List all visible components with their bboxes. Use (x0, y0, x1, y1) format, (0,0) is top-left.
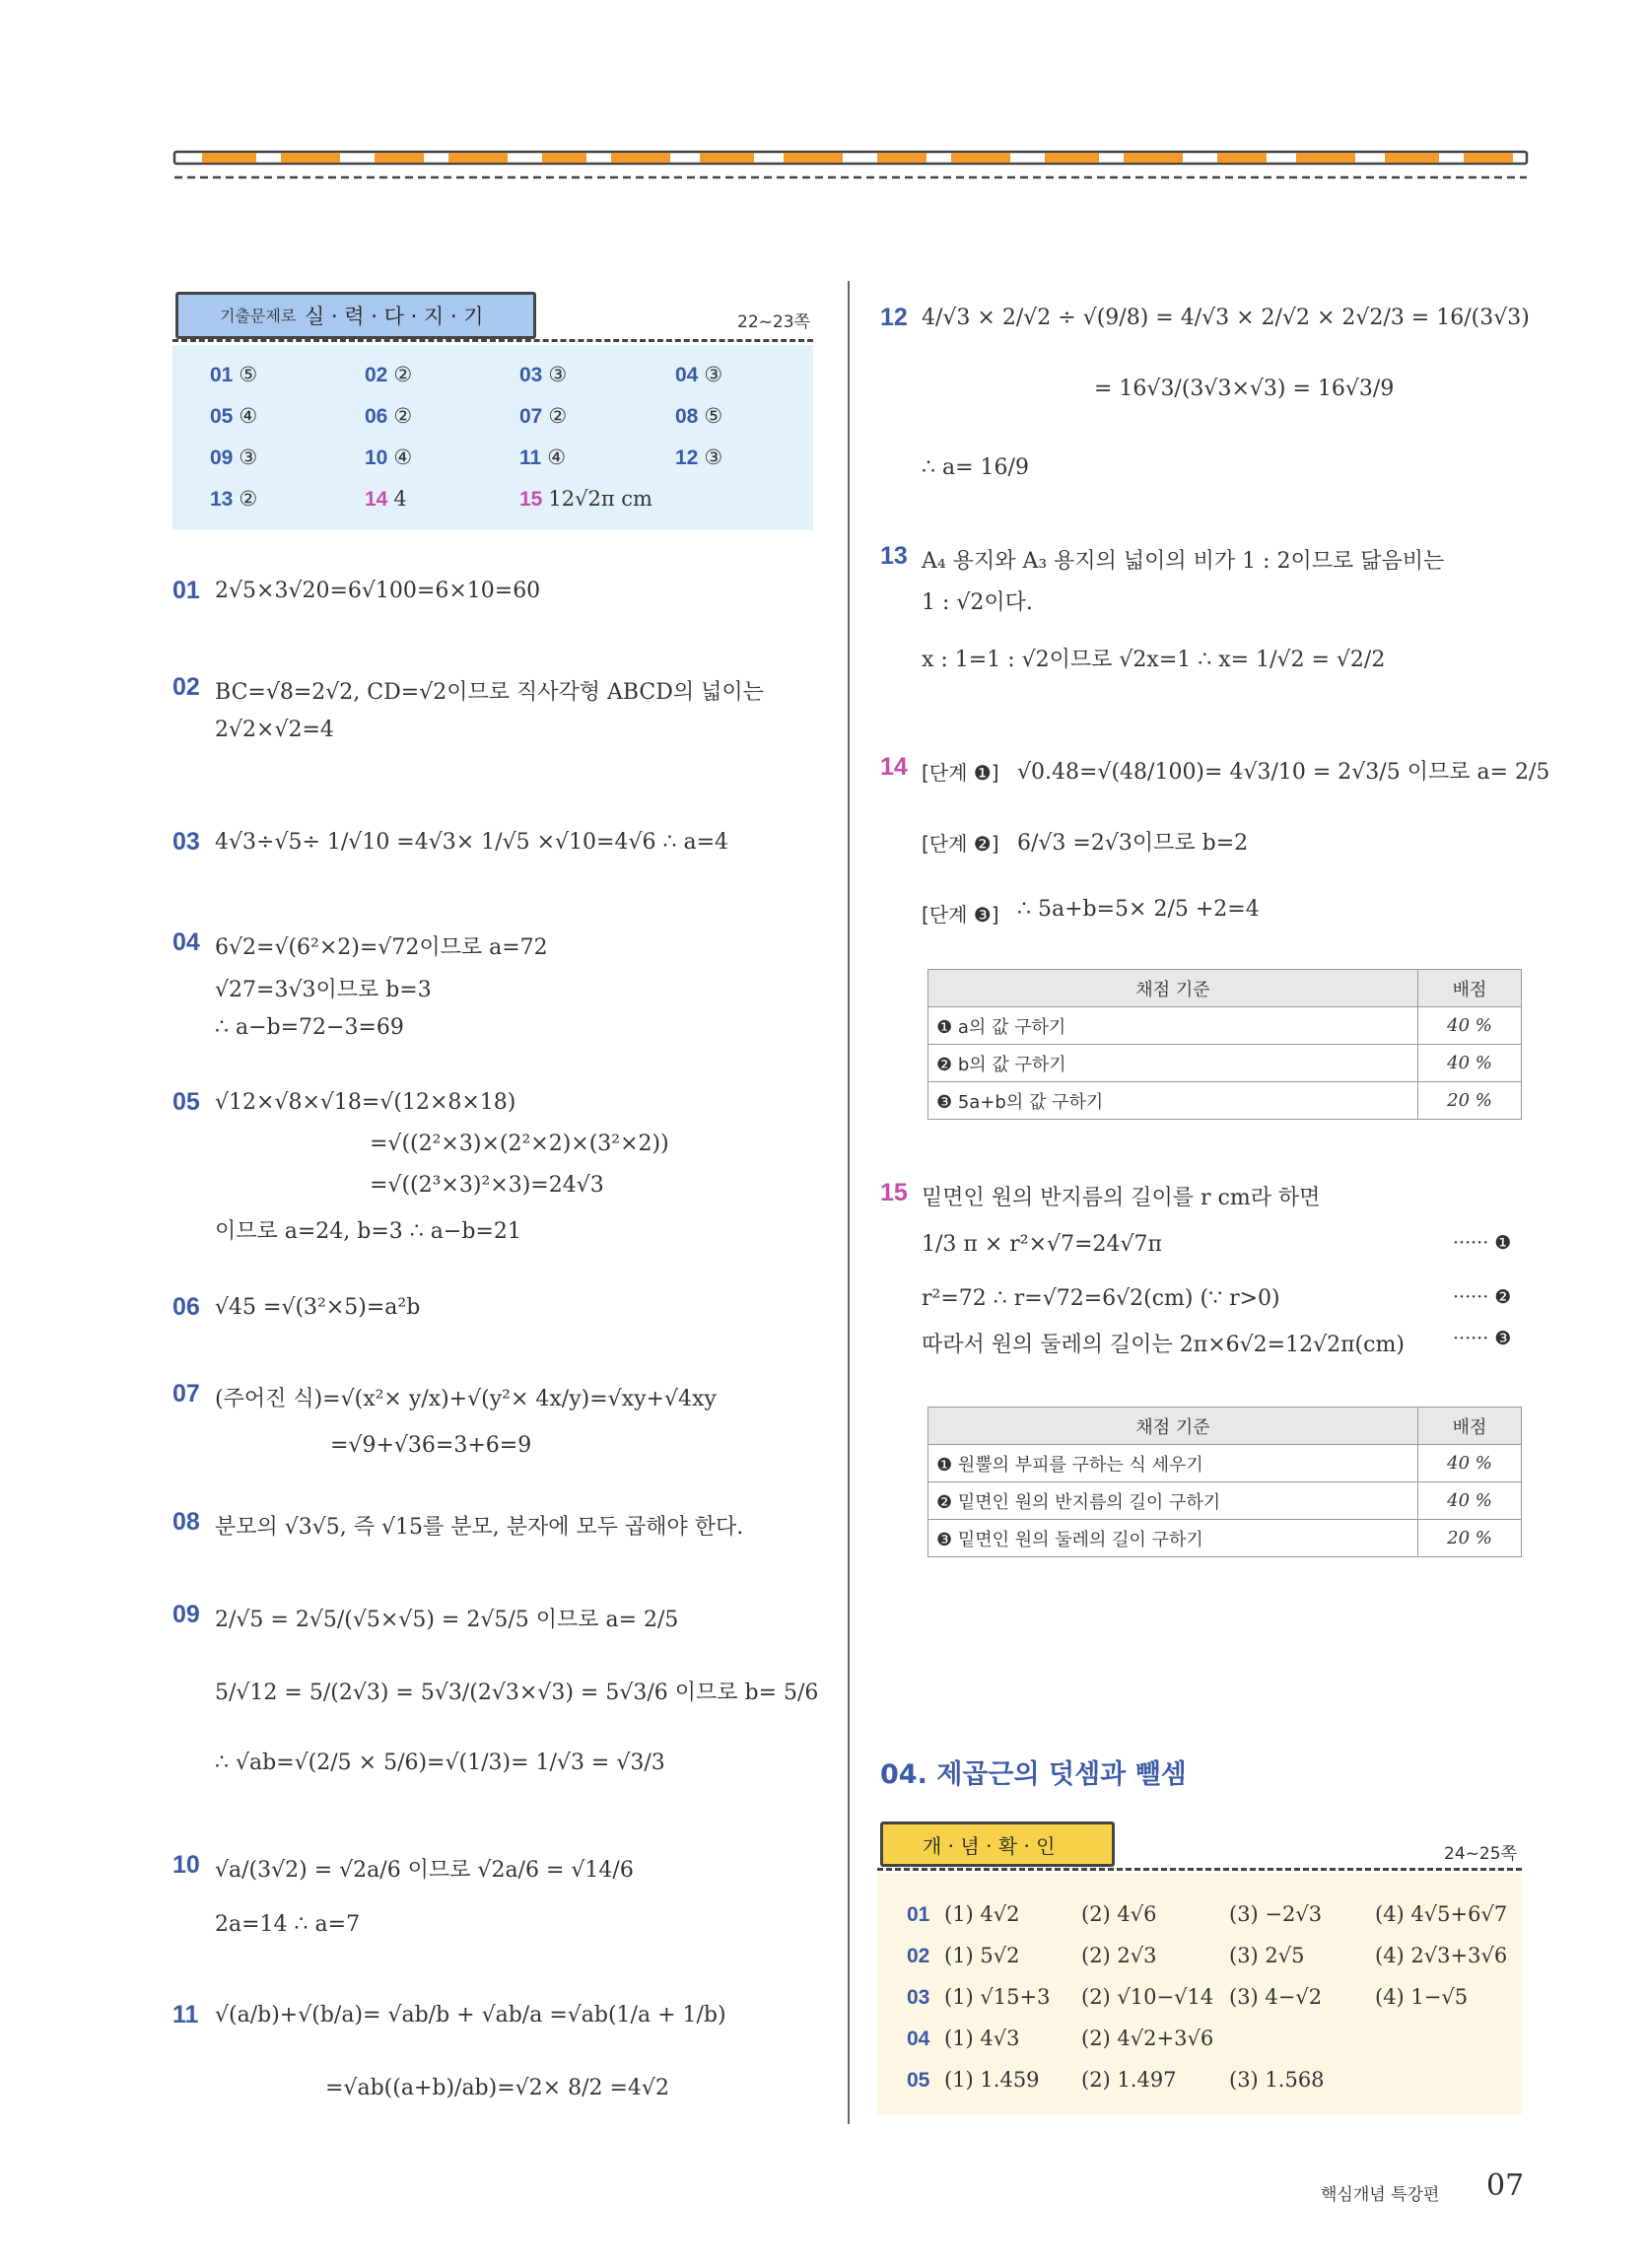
solution-line: =√((2²×3)×(2²×2)×(3²×2)) (370, 1132, 669, 1156)
answer-number: 12 (675, 447, 699, 469)
solution-line: 6/√3 =2√3이므로 b=2 (1017, 831, 1249, 856)
badge-title: 개 · 념 · 확 · 인 (923, 1834, 1056, 1858)
criteria-cell: ❸ 밑면인 원의 둘레의 길이 구하기 (928, 1520, 1418, 1557)
table-header-row (928, 970, 1522, 1007)
answer-value: ③ (704, 446, 723, 469)
answer-item (519, 487, 652, 512)
answer-number: 14 (365, 488, 388, 511)
concept-answer-number (907, 2027, 935, 2051)
solution-line: ∴ √ab=√(2/5 × 5/6)=√(1/3)= 1/√3 = √3/3 (215, 1751, 665, 1775)
answer-item (365, 363, 412, 387)
item-number: 03 (907, 1986, 930, 2009)
answer-number: 04 (675, 364, 699, 386)
solution-line: 분모의 √3√5, 즉 √15를 분모, 분자에 모두 곱해야 한다. (215, 1515, 744, 1540)
answer-number: 05 (210, 405, 234, 428)
answer-number: 11 (519, 447, 542, 469)
points-cell: 40 % (1418, 1007, 1522, 1045)
step-label: [단계 ❷] (922, 832, 999, 856)
solution-line: 2/√5 = 2√5/(√5×√5) = 2√5/5 이므로 a= 2/5 (215, 1608, 679, 1632)
answer-number: 08 (675, 405, 699, 428)
grading-table-15 (927, 1407, 1522, 1557)
answer-value: ② (239, 487, 258, 511)
criteria-header: 채점 기준 (928, 970, 1418, 1007)
solution-line: √45 =√(3²×5)=a²b (215, 1295, 421, 1320)
item-number: 05 (172, 1088, 200, 1116)
concept-answer-value: (1) 4√3 (944, 2027, 1020, 2050)
solution-line: 6√2=√(6²×2)=√72이므로 a=72 (215, 935, 548, 960)
answer-item (210, 404, 257, 429)
answer-number: 06 (365, 405, 388, 428)
solution-line: 1/3 π × r²×√7=24√7π (922, 1232, 1162, 1257)
answer-number: 15 (519, 488, 543, 511)
solution-line: √27=3√3이므로 b=3 (215, 978, 432, 1002)
solution-line: BC=√8=2√2, CD=√2이므로 직사각형 ABCD의 넓이는 (215, 680, 764, 705)
answer-item (210, 487, 257, 512)
badge-prefix: 기출문제로 (220, 307, 297, 325)
answer-number: 10 (365, 447, 388, 469)
answer-value: ② (393, 363, 413, 386)
concept-answer-value: (4) 1−√5 (1375, 1985, 1469, 2009)
table-row (928, 1007, 1522, 1045)
concept-answer-value: (4) 4√5+6√7 (1375, 1902, 1508, 1926)
answer-number: 13 (210, 488, 234, 511)
concept-answer-value: (2) 4√6 (1081, 1902, 1157, 1926)
solution-line: 2a=14 ∴ a=7 (215, 1912, 361, 1937)
answer-item (519, 363, 567, 387)
item-number: 07 (172, 1380, 200, 1408)
solution-line: r²=72 ∴ r=√72=6√2(cm) (∵ r>0) (922, 1286, 1280, 1311)
answer-item (365, 404, 412, 429)
column-divider (848, 281, 850, 2124)
answer-item (675, 404, 722, 429)
solution-line: √a/(3√2) = √2a/6 이므로 √2a/6 = √14/6 (215, 1858, 634, 1883)
answer-value: ⑤ (239, 363, 258, 386)
answer-value: ⑤ (704, 404, 723, 428)
item-number: 01 (907, 1903, 930, 1926)
concept-answer-number (907, 1944, 935, 1968)
answer-item (519, 446, 566, 470)
step-marker: ······ ❷ (1453, 1286, 1512, 1308)
step-marker: ······ ❸ (1453, 1328, 1512, 1349)
item-number: 06 (172, 1293, 200, 1321)
points-cell: 40 % (1418, 1482, 1522, 1520)
answer-number: 09 (210, 447, 234, 469)
answer-value: 4 (393, 487, 407, 511)
ruler-graphic (172, 148, 1531, 187)
concept-answer-value: (1) √15+3 (944, 1985, 1051, 2009)
points-cell: 40 % (1418, 1045, 1522, 1082)
answer-value: ② (393, 404, 413, 428)
practice-answer-panel (172, 345, 813, 530)
item-number: 11 (172, 2001, 199, 2028)
concept-dashed-line (877, 1868, 1522, 1871)
solution-line: ∴ a−b=72−3=69 (215, 1015, 404, 1040)
practice-dashed-line (172, 339, 813, 342)
solution-line: 4√3÷√5÷ 1/√10 =4√3× 1/√5 ×√10=4√6 ∴ a=4 (215, 830, 729, 855)
concept-answer-value: (3) −2√3 (1229, 1902, 1323, 1926)
badge-title: 실 · 력 · 다 · 지 · 기 (305, 305, 484, 328)
concept-answer-value: (2) 2√3 (1081, 1944, 1157, 1967)
criteria-cell: ❷ b의 값 구하기 (928, 1045, 1418, 1082)
concept-header-badge (880, 1821, 1115, 1867)
item-number: 03 (172, 828, 200, 856)
answer-value: ③ (704, 363, 723, 386)
solution-line: =√((2³×3)²×3)=24√3 (370, 1173, 604, 1198)
concept-answer-value: (1) 4√2 (944, 1902, 1020, 1926)
solution-line: = 16√3/(3√3×√3) = 16√3/9 (1094, 377, 1395, 401)
solution-line: =√9+√36=3+6=9 (330, 1433, 532, 1458)
points-header: 배점 (1418, 1408, 1522, 1445)
solution-line: 이므로 a=24, b=3 ∴ a−b=21 (215, 1219, 521, 1244)
points-cell: 20 % (1418, 1082, 1522, 1120)
grading-table-14 (927, 969, 1522, 1120)
solution-line: √0.48=√(48/100)= 4√3/10 = 2√3/5 이므로 a= 2/5 (1017, 760, 1550, 785)
concept-answer-value: (4) 2√3+3√6 (1375, 1944, 1508, 1967)
criteria-header: 채점 기준 (928, 1408, 1418, 1445)
criteria-cell: ❶ 원뿔의 부피를 구하는 식 세우기 (928, 1445, 1418, 1482)
points-header: 배점 (1418, 970, 1522, 1007)
table-row (928, 1082, 1522, 1120)
criteria-cell: ❸ 5a+b의 값 구하기 (928, 1082, 1418, 1120)
table-row (928, 1520, 1522, 1557)
concept-answer-value: (3) 1.568 (1229, 2068, 1325, 2092)
concept-answer-value: (1) 5√2 (944, 1944, 1020, 1967)
table-row (928, 1482, 1522, 1520)
concept-answer-value: (3) 4−√2 (1229, 1985, 1323, 2009)
step-marker: ······ ❶ (1453, 1232, 1512, 1254)
item-number: 04 (907, 2027, 930, 2050)
answer-item (519, 404, 567, 429)
answer-number: 07 (519, 405, 543, 428)
answer-item (210, 363, 257, 387)
solution-line: x : 1=1 : √2이므로 √2x=1 ∴ x= 1/√2 = √2/2 (922, 648, 1386, 672)
points-cell: 40 % (1418, 1445, 1522, 1482)
concept-answer-value: (3) 2√5 (1229, 1944, 1305, 1967)
solution-line: 밑면인 원의 반지름의 길이를 r cm라 하면 (922, 1186, 1321, 1210)
solution-line: 따라서 원의 둘레의 길이는 2π×6√2=12√2π(cm) (922, 1333, 1405, 1357)
concept-answer-number (907, 1902, 935, 1927)
concept-answer-number (907, 1985, 935, 2010)
answer-value: ④ (547, 446, 567, 469)
answer-value: ④ (393, 446, 413, 469)
concept-answer-number (907, 2068, 935, 2093)
solution-line: 2√5×3√20=6√100=6×10=60 (215, 579, 541, 603)
step-label: [단계 ❸] (922, 903, 999, 927)
solution-line: √(a/b)+√(b/a)= √ab/b + √ab/a =√ab(1/a + 1/b) (215, 2003, 726, 2027)
criteria-cell: ❷ 밑면인 원의 반지름의 길이 구하기 (928, 1482, 1418, 1520)
solution-line: A₄ 용지와 A₃ 용지의 넓이의 비가 1 : 2이므로 닮음비는 (922, 549, 1445, 574)
item-number: 08 (172, 1508, 200, 1536)
concept-answer-value: (2) 4√2+3√6 (1081, 2027, 1214, 2050)
solution-line: 1 : √2이다. (922, 590, 1033, 615)
answer-value: 12√2π cm (548, 487, 652, 511)
answer-value: ③ (548, 363, 568, 386)
item-number: 02 (907, 1945, 930, 1967)
solution-line: √12×√8×√18=√(12×8×18) (215, 1090, 516, 1115)
answer-item (675, 446, 722, 470)
item-number: 05 (907, 2069, 930, 2092)
item-number: 09 (172, 1601, 200, 1628)
answer-value: ③ (239, 446, 258, 469)
answer-number: 01 (210, 364, 234, 386)
practice-page-ref: 22~23쪽 (737, 312, 810, 332)
item-number: 10 (172, 1851, 200, 1879)
solution-line: 2√2×√2=4 (215, 718, 334, 742)
item-number: 13 (880, 542, 908, 570)
step-label: [단계 ❶] (922, 761, 999, 785)
points-cell: 20 % (1418, 1520, 1522, 1557)
answer-item (365, 446, 412, 470)
concept-answer-value: (2) 1.497 (1081, 2068, 1177, 2092)
concept-answer-value: (2) √10−√14 (1081, 1985, 1214, 2009)
solution-line: =√ab((a+b)/ab)=√2× 8/2 =4√2 (325, 2076, 669, 2100)
item-number: 12 (880, 304, 908, 331)
item-number: 04 (172, 928, 200, 956)
solution-line: (주어진 식)=√(x²× y/x)+√(y²× 4x/y)=√xy+√4xy (215, 1387, 717, 1411)
item-number: 01 (172, 577, 200, 604)
table-row (928, 1445, 1522, 1482)
answer-value: ② (548, 404, 568, 428)
table-row (928, 1045, 1522, 1082)
concept-page-ref: 24~25쪽 (1444, 1844, 1517, 1864)
top-decoration (172, 148, 1531, 187)
section-title: 04. 제곱근의 덧셈과 뺄셈 (880, 1759, 1187, 1790)
footer-label: 핵심개념 특강편 (1321, 2185, 1440, 2205)
answer-number: 02 (365, 364, 388, 386)
answer-number: 03 (519, 364, 543, 386)
solution-line: ∴ 5a+b=5× 2/5 +2=4 (1017, 897, 1260, 922)
concept-answer-value: (1) 1.459 (944, 2068, 1040, 2092)
solution-line: 5/√12 = 5/(2√3) = 5√3/(2√3×√3) = 5√3/6 이므로 b= 5/6 (215, 1681, 819, 1705)
table-header-row (928, 1408, 1522, 1445)
answer-item (210, 446, 257, 470)
answer-item (365, 487, 407, 512)
solution-line: 4/√3 × 2/√2 ÷ √(9/8) = 4/√3 × 2/√2 × 2√2/3 = 16/(3√3) (922, 306, 1530, 330)
item-number: 15 (880, 1179, 908, 1206)
answer-item (675, 363, 722, 387)
solution-line: ∴ a= 16/9 (922, 455, 1029, 480)
criteria-cell: ❶ a의 값 구하기 (928, 1007, 1418, 1045)
concept-answer-panel (877, 1873, 1522, 2114)
page-number: 07 (1486, 2168, 1525, 2203)
item-number: 02 (172, 673, 200, 701)
item-number: 14 (880, 753, 908, 781)
practice-header-badge (175, 292, 536, 339)
answer-value: ④ (239, 404, 258, 428)
